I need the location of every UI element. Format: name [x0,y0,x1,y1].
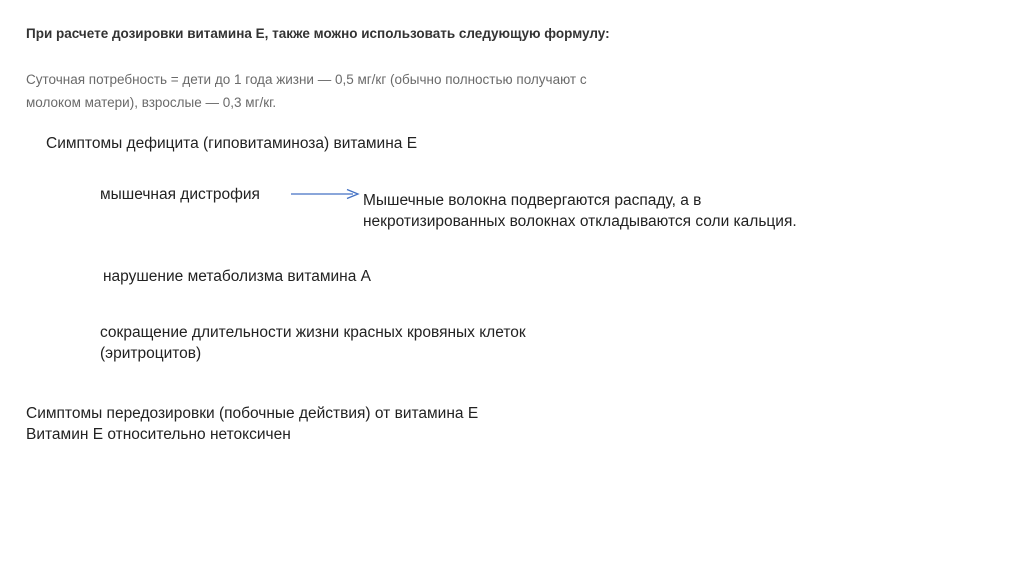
overdose-note: Витамин Е относительно нетоксичен [26,426,291,443]
dosage-line-2: молоком матери), взрослые — 0,3 мг/кг. [26,95,277,110]
overdose-title: Симптомы передозировки (побочные действия) от витамина Е [26,405,479,422]
explanation-line-2: некротизированных волокнах откладываются соли кальция. [363,213,797,230]
dosage-line-1: Суточная потребность = дети до 1 года жизни — 0,5 мг/кг (обычно полностью получают с [26,72,587,87]
muscle-explanation [363,190,797,232]
explanation-line-1: Мышечные волокна подвергаются распаду, а в [363,192,702,209]
overdose-section [26,403,478,445]
erythrocyte-line-2: (эритроцитов) [100,345,202,362]
dosage-heading: При расчете дозировки витамина E, также можно использовать следующую формулу: [26,26,610,41]
symptom-vitamin-a-metabolism: нарушение метаболизма витамина А [103,268,372,285]
arrow-right-icon [291,188,361,200]
erythrocyte-line-1: сокращение длительности жизни красных кровяных клеток [100,324,526,341]
symptom-erythrocyte-lifespan [100,322,526,364]
symptom-muscle-dystrophy: мышечная дистрофия [100,186,260,203]
dosage-formula [26,68,587,114]
deficiency-title: Симптомы дефицита (гиповитаминоза) витамина Е [46,135,418,152]
